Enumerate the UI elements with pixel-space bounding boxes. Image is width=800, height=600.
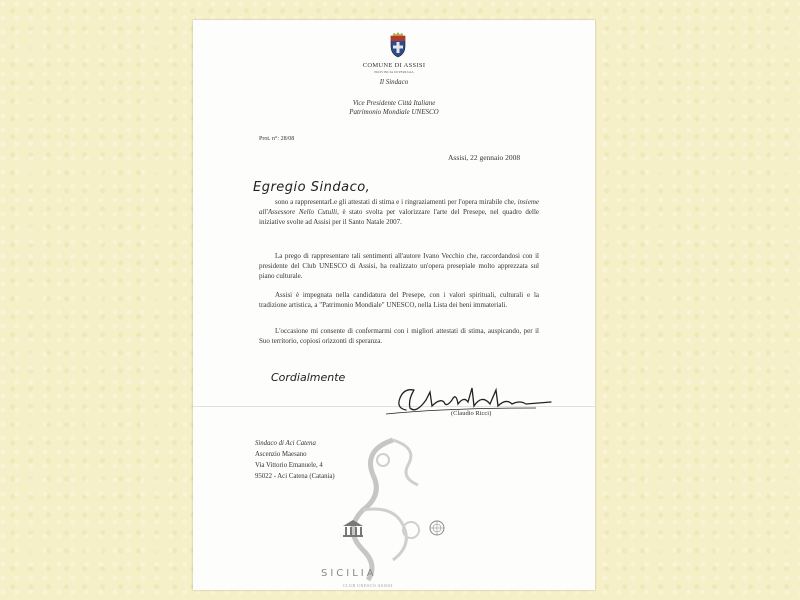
united-nations-emblem-icon [429, 520, 445, 536]
mayor-title: Il Sindaco [379, 78, 409, 86]
paragraph-1 [259, 197, 539, 227]
recipient-address [255, 438, 335, 482]
unesco-logo-icon [341, 518, 365, 538]
handwritten-closing: Cordialmente [271, 371, 346, 384]
watermark-footer: CLUB UNESCO ASSISI [343, 583, 393, 588]
protocol-number: Prot. n°: 28/08 [259, 136, 295, 142]
paragraph-1-italic: insieme all'Assessore Nello Cutulli [259, 198, 539, 216]
recipient-city: 95022 - Aci Catena (Catania) [255, 473, 335, 480]
decorative-scroll-watermark-icon [323, 430, 463, 590]
paragraph-2: La prego di rappresentare tali sentimenti all'autore Ivano Vecchio che, raccordandosi con il presidente del Club UNESCO di Assisi, ha realizzato un'opera presepiale molto apprezzata sul piano culturale. [259, 252, 539, 280]
letter-page [193, 20, 595, 590]
paragraph-3: Assisi è impegnata nella candidatura del Presepe, con i valori spirituali, culturali e la tradizione artistica, a "Patrimonio Mondiale" UNESCO, nella Lista dei beni immateriali. [259, 291, 539, 309]
watermark-text: SICILIA [321, 568, 377, 579]
heritage-line: Patrimonio Mondiale UNESCO [349, 108, 439, 116]
municipality-name: COMUNE DI ASSISI [362, 62, 426, 69]
signer-name: (Claudio Ricci) [451, 410, 492, 417]
paragraph-1-text-c: , è stato svolta per valorizzare l'arte del Presepe, nel quadro delle iniziative svolte ad Assisi per il Santo Natale 2007. [259, 208, 539, 226]
recipient-title: Sindaco di Aci Catena [255, 440, 316, 447]
paragraph-1-text-a: sono a rappresentarLe gli attestati di stima e i ringraziamenti per l'opera mirabile che, [275, 198, 518, 206]
paragraph-4: L'occasione mi consente di confermarmi con i migliori attestati di stima, auspicando, per il Suo territorio, copiosi orizzonti di speranza. [259, 327, 539, 345]
vice-president-line: Vice Presidente Città Italiane [352, 99, 436, 107]
letter-date: Assisi, 22 gennaio 2008 [448, 153, 521, 162]
recipient-street: Via Vittorio Emanuele, 4 [255, 462, 323, 469]
coat-of-arms-icon [388, 32, 408, 58]
municipality-province: PROVINCIA DI PERUGIA [374, 70, 414, 74]
recipient-name: Ascenzio Maesano [255, 451, 307, 458]
handwritten-greeting: Egregio Sindaco, [253, 180, 371, 195]
